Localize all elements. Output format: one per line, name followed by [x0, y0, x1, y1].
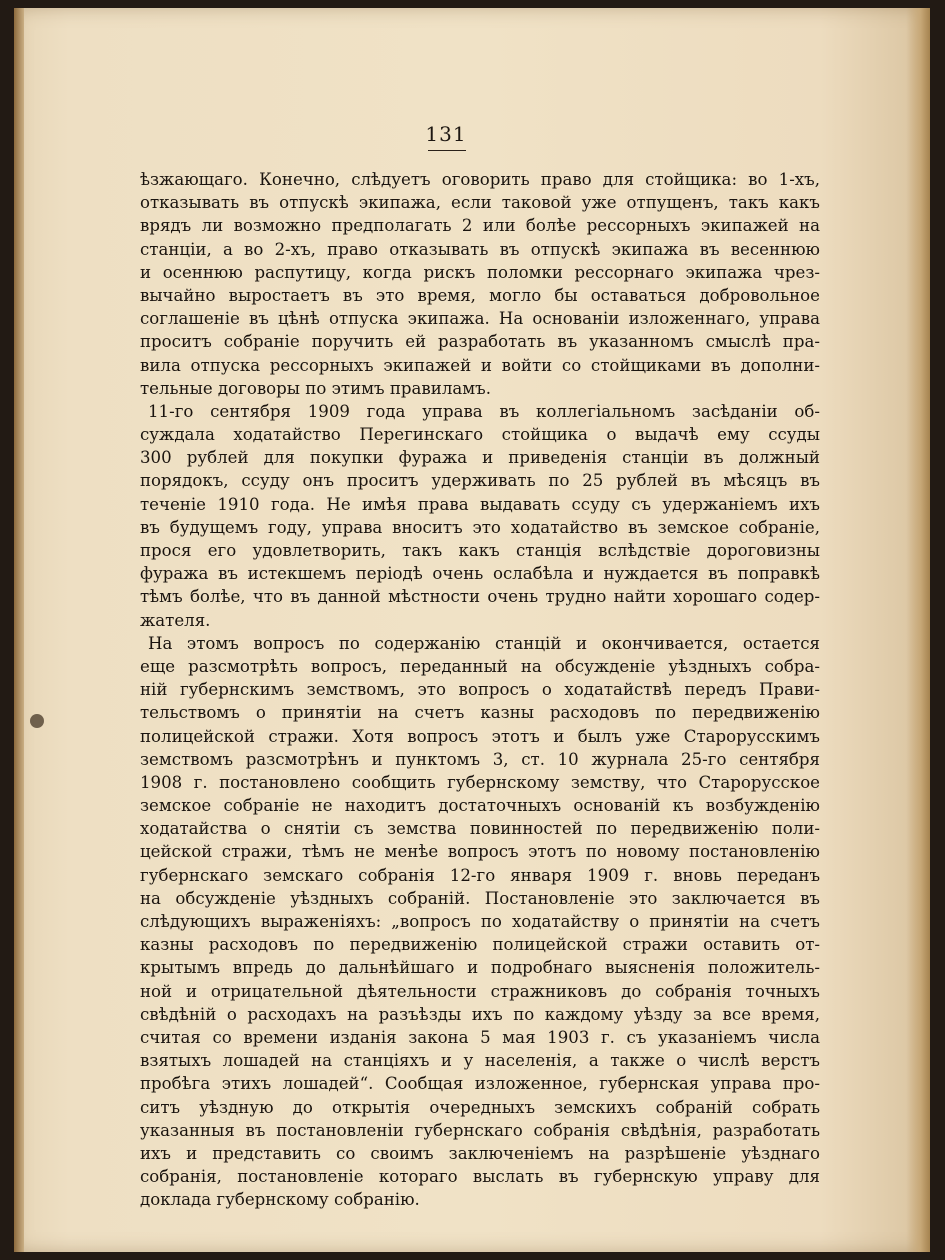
- text-line: 11-го сентября 1909 года управа въ коллегіальномъ засѣданіи об-: [148, 401, 820, 421]
- text-line: земское собраніе не находитъ достаточныхъ основаній къ возбужденію: [140, 796, 820, 816]
- text-line: собранія, постановленіе котораго выслать въ губернскую управу для: [140, 1167, 820, 1187]
- text-line: ной и отрицательной дѣятельности стражниковъ до собранія точныхъ: [140, 981, 820, 1001]
- text-line: въ будущемъ году, управа вноситъ это ходатайство въ земское собраніе,: [140, 517, 820, 537]
- text-line: и осеннюю распутицу, когда рискъ поломки рессорнаго экипажа чрез-: [140, 262, 820, 282]
- text-line: цейской стражи, тѣмъ не менѣе вопросъ этотъ по новому постановленію: [140, 842, 820, 862]
- body-text: [140, 168, 820, 1211]
- text-line: полицейской стражи. Хотя вопросъ этотъ и былъ уже Старорусскимъ: [140, 726, 820, 746]
- text-line: доклада губернскому собранію.: [140, 1190, 420, 1210]
- text-line: 300 рублей для покупки фуража и приведенія станціи въ должный: [140, 448, 820, 468]
- text-line: тельствомъ о принятіи на счетъ казны расходовъ по передвиженію: [140, 703, 820, 723]
- text-line: фуража въ истекшемъ періодѣ очень ослабѣла и нуждается въ поправкѣ: [140, 564, 820, 584]
- text-line: взятыхъ лошадей на станціяхъ и у населенія, а также о числѣ верстъ: [140, 1051, 820, 1071]
- text-line: ній губернскимъ земствомъ, это вопросъ о ходатайствѣ передъ Прави-: [140, 680, 820, 700]
- text-line: соглашеніе въ цѣнѣ отпуска экипажа. На основаніи изложеннаго, управа: [140, 309, 820, 329]
- text-line: прося его удовлетворить, такъ какъ станція вслѣдствіе дороговизны: [140, 541, 820, 560]
- page-gutter: [14, 8, 24, 1252]
- text-line: считая со времени изданія закона 5 мая 1903 г. съ указаніемъ числа: [140, 1027, 820, 1047]
- text-line: 1908 г. постановлено сообщить губернскому земству, что Старорусское: [140, 772, 820, 792]
- text-line: еще разсмотрѣть вопросъ, переданный на обсужденіе уѣздныхъ собра-: [140, 656, 820, 676]
- text-line: вычайно выростаетъ въ это время, могло бы оставаться добровольное: [140, 285, 820, 305]
- text-line: порядокъ, ссуду онъ проситъ удерживать по 25 рублей въ мѣсяцъ въ: [140, 471, 820, 491]
- text-line: суждала ходатайство Перегинскаго стойщика о выдачѣ ему ссуды: [140, 425, 820, 445]
- page-number: 131: [425, 122, 467, 146]
- text-line: ихъ и представить со своимъ заключеніемъ на разрѣшеніе уѣзднаго: [140, 1143, 820, 1163]
- binding-hole: [30, 714, 44, 728]
- text-line: жателя.: [140, 610, 211, 630]
- text-line: свѣдѣній о расходахъ на разъѣзды ихъ по каждому уѣзду за все время,: [140, 1004, 820, 1024]
- text-line: станціи, а во 2-хъ, право отказывать въ отпускѣ экипажа въ весеннюю: [140, 239, 820, 259]
- text-line: слѣдующихъ выраженіяхъ: „вопросъ по ходатайству о принятіи на счетъ: [140, 912, 820, 931]
- text-line: казны расходовъ по передвиженію полицейской стражи оставить от-: [140, 935, 820, 955]
- text-line: на обсужденіе уѣздныхъ собраній. Постановленіе это заключается въ: [140, 888, 820, 908]
- text-line: пробѣга этихъ лошадей“. Сообщая изложенное, губернская управа про-: [140, 1074, 820, 1094]
- text-line: губернскаго земскаго собранія 12-го января 1909 г. вновь переданъ: [140, 865, 820, 885]
- text-line: На этомъ вопросъ по содержанію станцій и окончивается, остается: [148, 633, 820, 653]
- text-line: ситъ уѣздную до открытія очередныхъ земскихъ собраній собрать: [140, 1097, 820, 1117]
- text-line: тѣмъ болѣе, что въ данной мѣстности очень трудно найти хорошаго содер-: [140, 587, 820, 607]
- page-edge: [906, 8, 930, 1252]
- text-line: вила отпуска рессорныхъ экипажей и войти со стойщиками въ дополни-: [140, 355, 820, 375]
- page-number-rule: [428, 150, 466, 151]
- text-line: тельные договоры по этимъ правиламъ.: [140, 378, 492, 398]
- text-line: указанныя въ постановленіи губернскаго собранія свѣдѣнія, разработать: [140, 1120, 820, 1140]
- text-line: ѣзжающаго. Конечно, слѣдуетъ оговорить право для стойщика: во 1-хъ,: [140, 170, 820, 189]
- text-line: земствомъ разсмотрѣнъ и пунктомъ 3, ст. 10 журнала 25-го сентября: [140, 749, 820, 769]
- text-line: ходатайства о снятіи съ земства повинностей по передвиженію поли-: [140, 819, 820, 839]
- text-line: отказывать въ отпускѣ экипажа, если таковой уже отпущенъ, такъ какъ: [140, 193, 820, 213]
- text-line: проситъ собраніе поручить ей разработать въ указанномъ смыслѣ пра-: [140, 332, 820, 352]
- text-line: крытымъ впредь до дальнѣйшаго и подробнаго выясненія положитель-: [140, 958, 820, 978]
- text-line: врядъ ли возможно предполагать 2 или болѣе рессорныхъ экипажей на: [140, 216, 820, 236]
- text-line: теченіе 1910 года. Не имѣя права выдавать ссуду съ удержаніемъ ихъ: [140, 494, 820, 514]
